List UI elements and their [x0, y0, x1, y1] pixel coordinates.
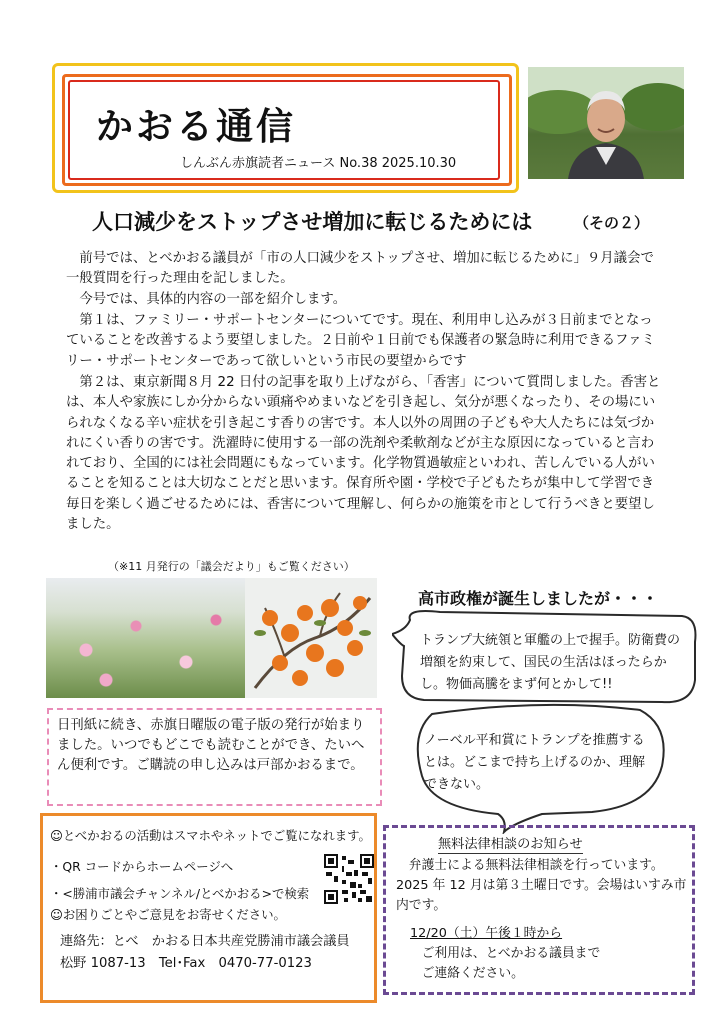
- newsletter-title: かおる通信: [96, 105, 296, 148]
- article-part-label: （その２）: [574, 214, 650, 232]
- takaichi-heading: 高市政権が誕生しましたが・・・: [418, 589, 659, 608]
- councilor-portrait-illustration: [528, 67, 684, 179]
- article-headline: 人口減少をストップさせ増加に転じるためには: [92, 210, 533, 234]
- qr-code-icon[interactable]: [324, 854, 374, 904]
- digital-edition-notice: 日刊紙に続き、赤旗日曜版の電子版の発行が始まりました。いつでもどこでも読むことができ、たいへん便利です。ご購読の申し込みは戸部かおるまで。: [47, 708, 382, 806]
- persimmon-tree-illustration: [245, 578, 377, 698]
- activities-line-3: ・<勝浦市議会チャンネル/とべかおる>で検索: [50, 886, 310, 901]
- councilor-photo: [528, 67, 684, 179]
- legal-consultation-date: 12/20（土）午後１時から: [410, 926, 563, 941]
- article-note: （※11 月発行の「議会だより」もご覧ください）: [108, 560, 355, 573]
- activities-line-4: ☺お困りごとやご意見をお寄せください。: [50, 907, 286, 922]
- legal-consultation-text: 弁護士による無料法律相談を行っています。2025 年 12 月は第３土曜日です。会場はいすみ市内です。: [396, 858, 687, 913]
- cosmos-flowers-photo: [46, 578, 246, 698]
- legal-consultation-title: 無料法律相談のお知らせ: [438, 833, 583, 854]
- article-paragraph-1: 前号では、とべかおる議員が「市の人口減少をストップさせ、増加に転じるために」９月議会で一般質問を行った理由を記しました。: [66, 251, 654, 287]
- newsletter-issue-line: しんぶん赤旗読者ニュース No.38 2025.10.30: [180, 156, 457, 171]
- activities-line-2: ・QR コードからホームページへ: [50, 859, 234, 874]
- contact-address-phone: 松野 1087-13 Tel･Fax 0470-77-0123: [60, 956, 312, 971]
- activities-line-1: ☺とべかおるの活動はスマホやネットでご覧になれます。: [50, 828, 371, 843]
- persimmon-photo: [245, 578, 377, 698]
- article-paragraph-2: 今号では、具体的内容の一部を紹介します。: [66, 292, 347, 307]
- article-paragraph-3: 第１は、ファミリー・サポートセンターについてです。現在、利用申し込みが３日前までとなっていることを改善するよう要望しました。２日前や１日前でも保護者の緊急時に利用できるファミリー・サポートセンターであって欲しいという市民の要望からです: [66, 313, 655, 369]
- contact-name: 連絡先：とべ かおる日本共産党勝浦市議会議員: [60, 934, 350, 949]
- bubble-2-text: ノーベル平和賞にトランプを推薦するとは。どこまで持ち上げるのか、理解できない。: [424, 733, 646, 792]
- bubble-1-text: トランプ大統領と軍艦の上で握手。防衛費の増額を約束して、国民の生活はほったらかし。物価高騰をまず何とかして!!: [420, 633, 681, 692]
- legal-consultation-contact: ご利用は、とべかおる議員まで ご連絡ください。: [421, 946, 601, 981]
- article-paragraph-4: 第２は、東京新聞８月 22 日付の記事を取り上げながら、「香害」について質問しました。香害とは、本人や家族にしか分からない頭痛やめまいなどを引き起し、気分が悪くなったり、その場にいられなくなる辛い症状を引き起こす香りの害です。本人以外の周囲の子どもや大人たちには気づかれにくい香りの害です。洗濯時に使用する一部の洗剤や柔軟剤などが主な原因になっていると言われており、全国的には社会問題にもなっています。化学物質過敏症といわれ、苦しんでいる人がいることを知ることは大切なことだと思います。保育所や園・学校で子どもたちが集中して学習でき毎日を楽しく過ごせるためには、香害について理解し、何らかの施策を市として行うべきと要望しました。: [66, 375, 661, 533]
